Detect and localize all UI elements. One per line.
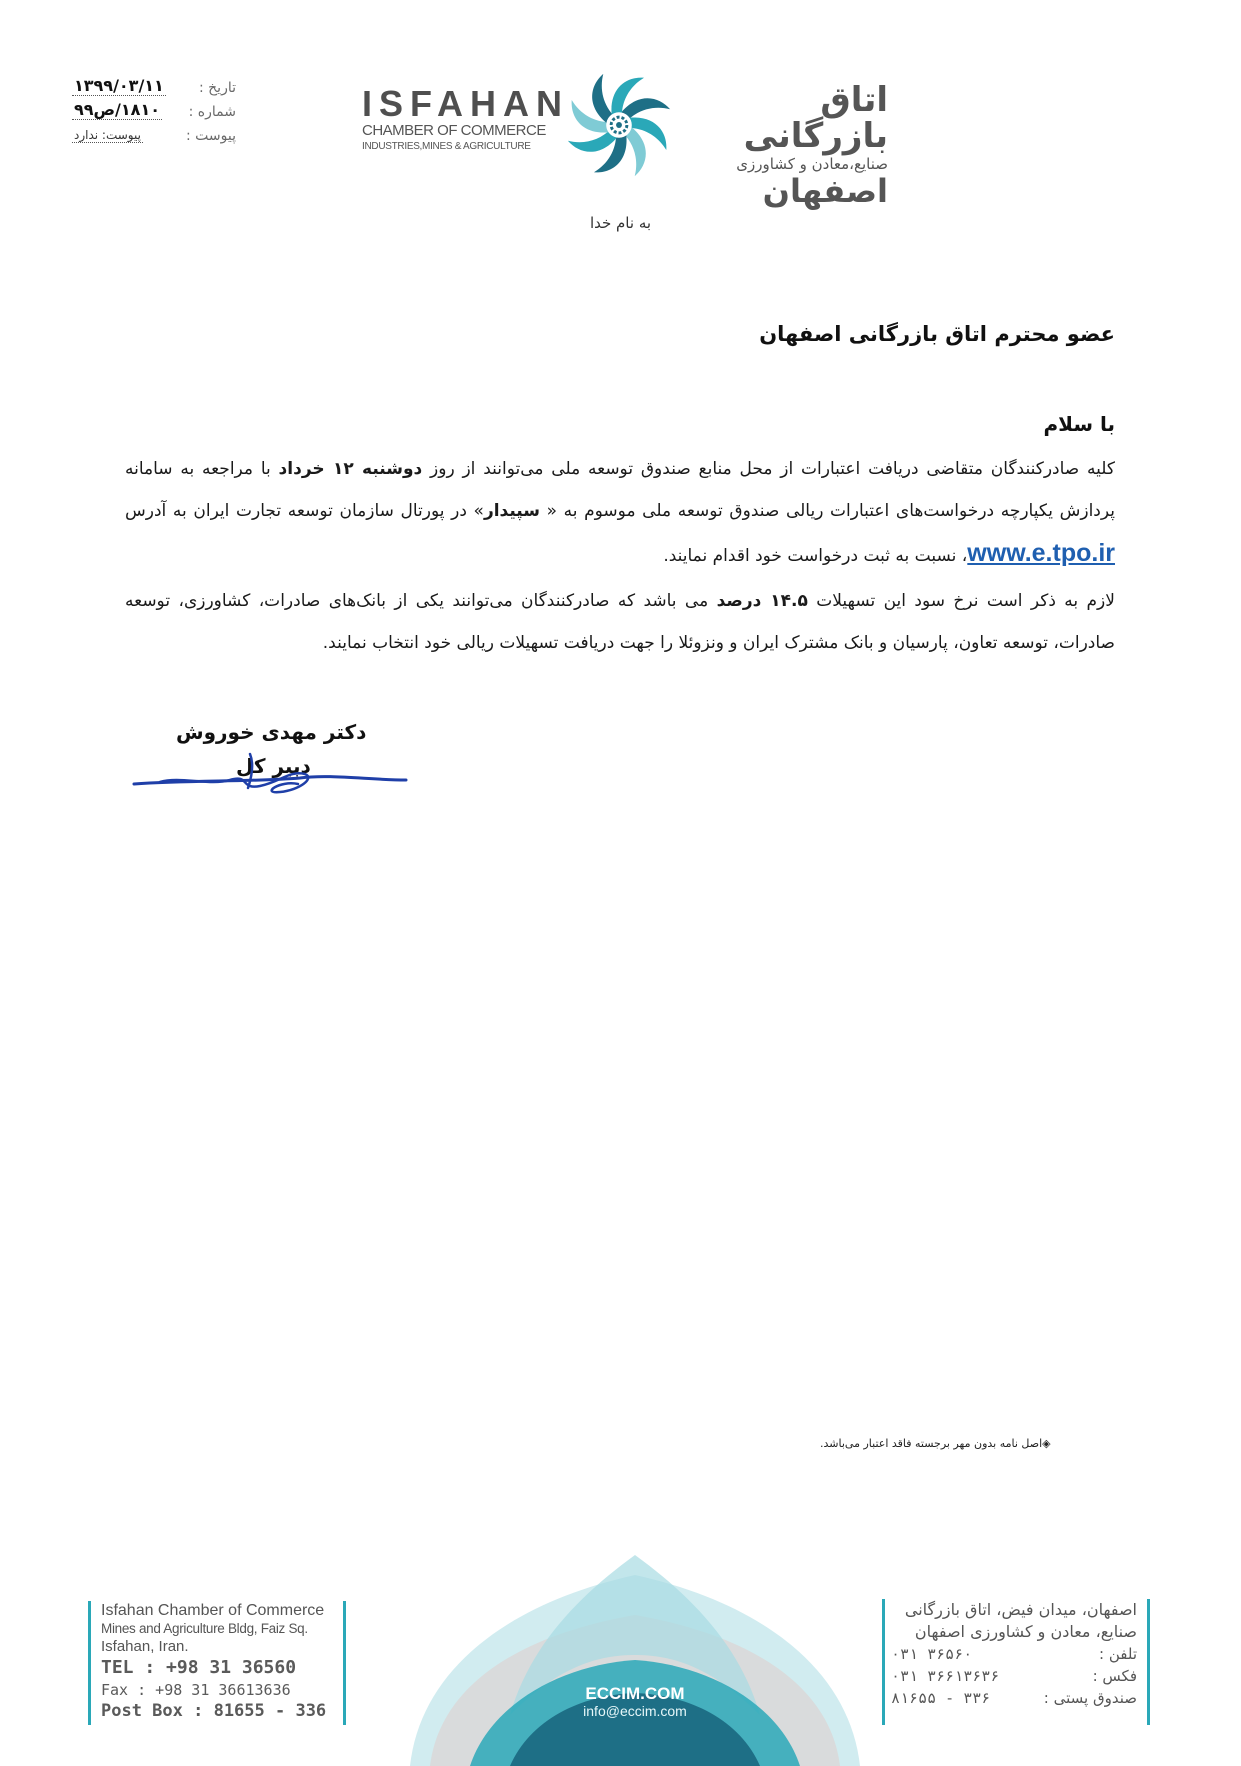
- footer-website[interactable]: ECCIM.COM: [585, 1684, 685, 1703]
- footnote-text: اصل نامه بدون مهر برجسته فاقد اعتبار می‌باشد.: [820, 1437, 1043, 1450]
- paragraph-2: [125, 580, 1115, 664]
- date-label: تاریخ :: [198, 80, 236, 96]
- footer-fa-fax-label: فکس :: [1092, 1667, 1137, 1685]
- footer-fa-tel-label: تلفن :: [1099, 1645, 1137, 1663]
- attachment-value: پیوست: ندارد: [74, 128, 141, 142]
- footer-fa-tel-row: [885, 1643, 1137, 1665]
- logo-english: [362, 83, 570, 154]
- footer-email[interactable]: info@eccim.com: [583, 1703, 687, 1719]
- attachment-row: [66, 126, 236, 150]
- footer-persian-address: [882, 1599, 1150, 1725]
- footer-en-city: Isfahan, Iran.: [101, 1638, 189, 1655]
- footer-fa-tel-value: ۰۳۱ ۳۶۵۶۰: [891, 1645, 973, 1663]
- footer-decorative-arch: [410, 1555, 860, 1766]
- footer-en-building: Mines and Agriculture Bldg, Faiz Sq.: [101, 1621, 308, 1636]
- recipient-line: عضو محترم اتاق بازرگانی اصفهان: [759, 322, 1115, 346]
- number-value: ۱۸۱۰/ص۹۹: [74, 100, 160, 119]
- p1-date-bold: دوشنبه ۱۲ خرداد: [278, 459, 423, 479]
- logo-en-subtitle: CHAMBER OF COMMERCE: [362, 122, 546, 139]
- signatory-name: دکتر مهدی خوروش: [176, 720, 367, 744]
- signatory-title: دبیر کل: [236, 754, 311, 778]
- footer-web-block: [520, 1684, 750, 1719]
- footer-fa-postbox-label: صندوق پستی :: [1043, 1689, 1137, 1707]
- logo-persian: [688, 82, 888, 208]
- p1-text-d: ، نسبت به ثبت درخواست خود اقدام نمایند.: [663, 546, 968, 566]
- footer-en-fax: Fax : +98 31 36613636: [101, 1681, 291, 1699]
- footer-en-name: Isfahan Chamber of Commerce: [101, 1602, 325, 1619]
- logo-en-title: ISFAHAN: [362, 83, 570, 124]
- logo-fa-city: اصفهان: [762, 172, 888, 210]
- p2-text-a: لازم به ذکر است نرخ سود این تسهیلات: [807, 591, 1115, 611]
- footer-fa-postbox-row: [885, 1687, 1137, 1709]
- footer-fa-address-1: اصفهان، میدان فیض، اتاق بازرگانی: [904, 1600, 1137, 1619]
- number-row: [66, 102, 236, 126]
- footnote: [820, 1437, 1051, 1450]
- footer-en-postbox: Post Box : 81655 - 336: [101, 1701, 327, 1721]
- logo-en-tagline: INDUSTRIES,MINES & AGRICULTURE: [362, 141, 531, 152]
- date-value: ۱۳۹۹/۰۳/۱۱: [74, 76, 164, 95]
- chamber-logo-icon: [560, 66, 678, 184]
- p1-text-b: با مراجعه به سامانه پردازش یکپارچه درخواست‌های اعتبارات ریالی صندوق توسعه ملی موسوم به «: [125, 459, 1115, 521]
- paragraph-1: [125, 448, 1115, 577]
- greeting: با سلام: [1043, 412, 1115, 436]
- logo-fa-subtitle: صنایع،معادن و کشاورزی: [736, 155, 888, 173]
- footer-fa-address-2: صنایع، معادن و کشاورزی اصفهان: [914, 1622, 1137, 1641]
- portal-url-link[interactable]: www.e.tpo.ir: [967, 539, 1115, 567]
- footer-fa-fax-value: ۰۳۱ ۳۶۶۱۳۶۳۶: [891, 1667, 1000, 1685]
- diamond-bullet-icon: ◈: [1042, 1437, 1051, 1450]
- handwritten-signature: [130, 740, 410, 800]
- number-label: شماره :: [188, 104, 236, 120]
- footer-fa-fax-row: [885, 1665, 1137, 1687]
- p2-rate-bold: ۱۴.۵ درصد: [716, 591, 808, 611]
- date-row: [66, 78, 236, 102]
- logo-fa-title: اتاق بازرگانی: [743, 80, 888, 156]
- letter-meta: [66, 78, 236, 150]
- invocation: به نام خدا: [589, 214, 652, 232]
- footer-en-tel: TEL : +98 31 36560: [101, 1657, 297, 1678]
- p1-text-c: » در پورتال سازمان توسعه تجارت ایران به آدرس: [125, 501, 484, 521]
- p1-text-a: کلیه صادرکنندگان متقاضی دریافت اعتبارات از محل منابع صندوق توسعه ملی می‌توانند از روز: [422, 459, 1115, 479]
- footer-english-address: [88, 1601, 346, 1725]
- attachment-label: پیوست :: [186, 128, 236, 144]
- footer-fa-postbox-value: ۸۱۶۵۵ - ۳۳۶: [891, 1689, 991, 1707]
- p2-text-b: می باشد که صادرکنندگان می‌توانند یکی از بانک‌های صادرات، کشاورزی، توسعه صادرات، توسعه تعاون، پارسیان و بانک مشترک ایران و ونزوئلا را جهت دریافت تسهیلات ریالی خود انتخاب نمایند.: [125, 591, 1115, 653]
- p1-system-name-bold: سپیدار: [483, 501, 540, 521]
